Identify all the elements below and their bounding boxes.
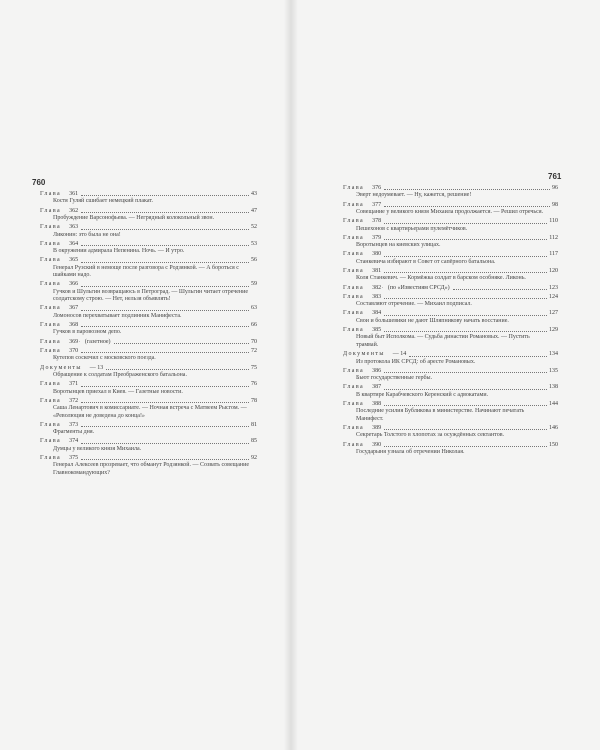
left-page (0, 0, 290, 750)
chapter-label: Глава (343, 293, 365, 300)
toc-entry (343, 235, 558, 250)
chapter-page-number: 75 (251, 364, 257, 371)
toc-entry (40, 438, 257, 453)
chapter-label: Глава (343, 367, 365, 374)
page-number: 761 (548, 172, 562, 181)
chapter-number: 386 (372, 367, 382, 374)
page-number: 760 (32, 178, 46, 187)
chapter-description: Из протокола ИК СРСД: об аресте Романовых. (356, 358, 476, 365)
chapter-page-number: 59 (251, 281, 257, 288)
toc-entry (343, 294, 558, 309)
chapter-description: В окружении адмирала Непенина. Ночь. — И утро. (53, 248, 185, 255)
chapter-description: Воротынцев приехал в Киев. — Газетные новости. (53, 388, 183, 395)
chapter-number: 361 (69, 191, 79, 197)
chapter-page-number: 70 (251, 338, 257, 345)
chapter-number: 377 (372, 201, 382, 208)
chapter-label: Глава (40, 240, 62, 247)
chapter-number: 370 (69, 347, 79, 354)
toc-entry (40, 381, 257, 396)
chapter-page-number: 56 (251, 257, 257, 264)
toc-entry (40, 281, 257, 303)
toc-entry (40, 191, 257, 206)
chapter-number: 378 (372, 218, 382, 225)
table-of-contents (40, 191, 257, 479)
dot-leader (384, 389, 547, 390)
chapter-description: Коля Станкевич. — Кормёжка солдат в барском особняке. Ликонь. (356, 275, 526, 282)
chapter-number: 387 (372, 384, 382, 391)
chapter-number: 369 (69, 338, 79, 345)
dot-leader (81, 352, 249, 353)
chapter-description: Пешехонов с квартирьерами пулемётчиков. (356, 225, 468, 232)
toc-entry-heading (343, 235, 558, 242)
chapter-description: Гучков и Шульгин возвращаюсь в Петроград. — Шульгин читает отречение солдатскому строю. — Нет, нельзя объявлять! (53, 288, 249, 303)
chapter-label: Глава (343, 218, 365, 225)
chapter-label: Глава (40, 257, 62, 264)
chapter-description: Государыня узнала об отречении Николая. (356, 448, 465, 455)
toc-entry (343, 285, 558, 292)
chapter-page-number: 53 (251, 240, 257, 247)
chapter-number: 371 (69, 381, 79, 388)
dot-leader (81, 326, 249, 327)
dot-leader (384, 223, 547, 224)
dot-leader (384, 272, 547, 273)
chapter-number: 367 (69, 305, 79, 312)
chapter-label: Глава (343, 424, 365, 431)
dot-leader (384, 315, 547, 316)
toc-entry (343, 351, 558, 366)
chapter-description: Костя Гуляй сшибает немецкий плакат. (53, 198, 154, 205)
chapter-number: 374 (69, 438, 79, 445)
chapter-label: Глава (343, 327, 365, 334)
toc-entry-heading (343, 351, 558, 358)
right-page (300, 0, 600, 750)
dot-leader (81, 310, 249, 311)
chapter-description: Пробуждение Варсонофьева. — Негрядный колокольный звон. (53, 215, 215, 222)
toc-entry (343, 268, 558, 283)
chapter-page-number: 134 (549, 351, 558, 358)
dot-leader (384, 256, 547, 257)
chapter-number: 375 (69, 454, 79, 461)
chapter-number: 385 (372, 327, 382, 334)
chapter-number: 363 (69, 224, 79, 231)
toc-entry (40, 339, 257, 346)
chapter-number: 389 (372, 424, 382, 431)
toc-entry (343, 327, 558, 349)
chapter-description: Станкевича избирают в Совет от сапёрного батальона. (356, 258, 496, 265)
chapter-page-number: 81 (251, 421, 257, 428)
toc-entry (343, 401, 558, 423)
chapter-label: Глава (40, 438, 62, 445)
chapter-number: 380 (372, 251, 382, 258)
toc-entry (40, 208, 257, 223)
chapter-label: Документы (40, 364, 82, 371)
dot-leader (81, 286, 249, 287)
dot-leader (81, 402, 249, 403)
chapter-number: 373 (69, 421, 79, 428)
toc-entry-heading (40, 241, 257, 248)
dot-leader (384, 239, 547, 240)
toc-entry-heading (40, 322, 257, 329)
chapter-number: 388 (372, 400, 382, 407)
toc-entry-heading (40, 208, 257, 215)
toc-entry-heading (343, 368, 558, 375)
chapter-page-number: 78 (251, 397, 257, 404)
chapter-page-number: 120 (549, 268, 558, 275)
chapter-number: 366 (69, 281, 79, 288)
chapter-mark: ' (79, 339, 80, 345)
chapter-description: Совещание у великого князя Михаила продолжается. — Решил отречься. (356, 209, 544, 216)
chapter-label: Глава (343, 201, 365, 208)
chapter-page-number: 124 (549, 293, 558, 300)
chapter-description: Фрагменты дня. (53, 429, 95, 436)
chapter-label: Глава (40, 305, 62, 312)
toc-entry (40, 455, 257, 477)
chapter-page-number: 63 (251, 305, 257, 312)
dot-leader (81, 195, 249, 196)
toc-entry-heading (40, 438, 257, 445)
chapter-page-number: 92 (251, 454, 257, 461)
chapter-label: Глава (343, 284, 365, 291)
toc-entry (40, 348, 257, 363)
chapter-page-number: 76 (251, 381, 257, 388)
chapter-page-number: 66 (251, 322, 257, 329)
dot-leader (81, 212, 249, 213)
chapter-page-number: 138 (549, 384, 558, 391)
toc-entry-heading (40, 305, 257, 312)
chapter-page-number: 112 (549, 234, 558, 241)
chapter-number: 362 (69, 207, 79, 214)
toc-entry (343, 202, 558, 217)
toc-entry (343, 251, 558, 266)
dot-leader (81, 245, 249, 246)
dot-leader (81, 459, 249, 460)
toc-entry-heading (343, 218, 558, 225)
chapter-page-number: 127 (549, 310, 558, 317)
toc-entry (343, 425, 558, 440)
dot-leader (384, 429, 547, 430)
chapter-number: 384 (372, 310, 382, 317)
chapter-description: Гучков в паровозном депо. (53, 329, 122, 336)
toc-entry (343, 185, 558, 200)
chapter-number: 381 (372, 268, 382, 275)
toc-entry (40, 241, 257, 256)
chapter-label: Глава (40, 281, 62, 288)
chapter-page-number: 135 (549, 367, 558, 374)
chapter-description: Генерал Рузский в немоще после разговора с Родзянкой. — А бороться с шайками надо. (53, 264, 239, 279)
dot-leader (409, 356, 547, 357)
toc-entry (343, 310, 558, 325)
dot-leader (81, 262, 249, 263)
toc-entry (40, 257, 257, 279)
toc-entry (40, 398, 257, 420)
chapter-page-number: 43 (251, 191, 257, 197)
chapter-page-number: 85 (251, 438, 257, 445)
chapter-description: Составляют отречение. — Михаил подписал. (356, 301, 472, 308)
toc-entry (343, 442, 558, 457)
dot-leader (384, 189, 550, 190)
chapter-number: 365 (69, 257, 79, 264)
chapter-note: (газетное) (84, 338, 111, 345)
chapter-description: Бьют государственные гербы. (356, 375, 433, 382)
dot-leader (81, 229, 249, 230)
chapter-label: Документы (343, 351, 385, 358)
dot-leader (114, 343, 249, 344)
chapter-description: Свои и большевики не дают Шляпникову начать восстание. (356, 317, 509, 324)
chapter-label: Глава (343, 400, 365, 407)
chapter-label: Глава (40, 347, 62, 354)
chapter-page-number: 47 (251, 207, 257, 214)
toc-entry-heading (40, 224, 257, 231)
dot-leader (384, 372, 547, 373)
toc-entry-heading (343, 294, 558, 301)
dot-leader (453, 289, 547, 290)
toc-entry (40, 305, 257, 320)
chapter-description: Воротынцев на киевских улицах. (356, 242, 441, 249)
chapter-description: Последние усилия Бубликова в министерстве. Начинают печатать Манифест. (356, 408, 525, 422)
toc-entry-heading (343, 442, 558, 449)
toc-entry-heading (40, 281, 257, 288)
chapter-description: Эверт недоумевает. — Ну, кажется, решение! (356, 192, 472, 199)
toc-entry (40, 322, 257, 337)
toc-entry-heading (40, 422, 257, 429)
dot-leader (384, 206, 550, 207)
chapter-label: Глава (40, 191, 62, 197)
toc-entry-heading (343, 384, 558, 391)
chapter-description: Думцы у великого князя Михаила. (53, 445, 142, 452)
toc-entry-heading (343, 285, 558, 292)
toc-entry (343, 368, 558, 383)
dot-leader (81, 443, 249, 444)
chapter-number: 376 (372, 185, 382, 191)
chapter-number: — 13 (89, 364, 104, 371)
toc-entry-heading (343, 425, 558, 432)
chapter-label: Глава (40, 454, 62, 461)
toc-entry (343, 218, 558, 233)
chapter-label: Глава (343, 268, 365, 275)
toc-entry-heading (343, 251, 558, 258)
chapter-label: Глава (343, 310, 365, 317)
chapter-description: Саша Ленартович в комиссариате. — Ночная встреча с Матвеем Рысгом. — «Революция не доведена до конца!» (53, 405, 247, 419)
chapter-page-number: 150 (549, 441, 558, 448)
dot-leader (384, 446, 547, 447)
chapter-page-number: 98 (552, 201, 558, 208)
chapter-description: Ломоносов перехватывает подлинник Манифеста. (53, 312, 182, 319)
chapter-number: 382 (372, 284, 382, 291)
chapter-page-number: 110 (549, 218, 558, 225)
toc-entry-heading (343, 202, 558, 209)
chapter-description: Ликонин: это была не она! (53, 231, 121, 238)
chapter-page-number: 96 (552, 185, 558, 191)
toc-entry-heading (40, 398, 257, 405)
toc-entry (40, 422, 257, 437)
toc-entry (40, 365, 257, 380)
chapter-label: Глава (40, 338, 62, 345)
chapter-page-number: 129 (549, 327, 558, 334)
chapter-label: Глава (343, 234, 365, 241)
dot-leader (106, 369, 249, 370)
toc-entry-heading (343, 310, 558, 317)
chapter-label: Глава (343, 185, 365, 191)
chapter-number: 368 (69, 322, 79, 329)
toc-entry (343, 384, 558, 399)
chapter-note: (по «Известиям СРСД») (387, 284, 450, 291)
chapter-description: Генерал Алексеев прозревает, что обманут Родзянкой. — Созвать совещание Главнокомандующих? (53, 462, 249, 476)
chapter-number: 390 (372, 441, 382, 448)
dot-leader (384, 331, 547, 332)
toc-entry-heading (343, 185, 558, 192)
chapter-page-number: 144 (549, 400, 558, 407)
chapter-label: Глава (40, 322, 62, 329)
chapter-label: Глава (40, 397, 62, 404)
chapter-mark: ' (382, 285, 383, 291)
table-of-contents (343, 185, 558, 458)
chapter-number: — 14 (392, 351, 407, 358)
chapter-page-number: 123 (549, 284, 558, 291)
toc-entry-heading (40, 365, 257, 372)
dot-leader (81, 386, 249, 387)
chapter-number: 364 (69, 240, 79, 247)
chapter-page-number: 72 (251, 347, 257, 354)
chapter-description: В квартире Карабчевского Керенский с адвокатами. (356, 391, 489, 398)
chapter-description: Новый быт Исполкома. — Судьба династии Романовых. — Пустить трамвай. (356, 334, 530, 348)
chapter-label: Глава (40, 381, 62, 388)
dot-leader (81, 426, 249, 427)
toc-entry (40, 224, 257, 239)
toc-entry-heading (40, 339, 257, 346)
chapter-page-number: 146 (549, 424, 558, 431)
chapter-page-number: 52 (251, 224, 257, 231)
chapter-description: Обращение к солдатам Преображенского батальона. (53, 371, 187, 378)
chapter-label: Глава (343, 384, 365, 391)
dot-leader (384, 298, 547, 299)
chapter-number: 383 (372, 293, 382, 300)
chapter-label: Глава (343, 441, 365, 448)
toc-entry-heading (40, 257, 257, 264)
chapter-label: Глава (343, 251, 365, 258)
chapter-description: Кутепов соскочил с московского поезда. (53, 355, 156, 362)
dot-leader (384, 405, 547, 406)
toc-entry-heading (40, 381, 257, 388)
chapter-label: Глава (40, 224, 62, 231)
chapter-description: Секретарь Толстого в хлопотах за осуждённых сектантов. (356, 432, 505, 439)
chapter-number: 372 (69, 397, 79, 404)
chapter-number: 379 (372, 234, 382, 241)
chapter-label: Глава (40, 207, 62, 214)
chapter-label: Глава (40, 421, 62, 428)
chapter-page-number: 117 (549, 251, 558, 258)
toc-entry-heading (40, 348, 257, 355)
